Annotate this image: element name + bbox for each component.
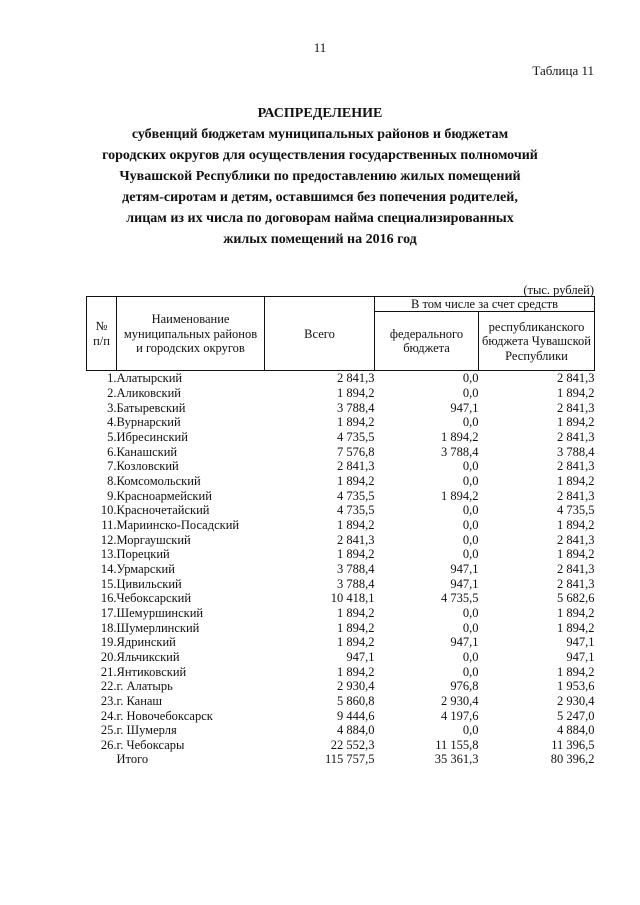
row-republic: 1 894,2 xyxy=(557,415,595,430)
row-federal: 0,0 xyxy=(462,517,479,532)
row-republic: 2 930,4 xyxy=(557,693,595,708)
row-federal: 0,0 xyxy=(462,474,479,488)
row-federal: 947,1 xyxy=(450,400,479,415)
row-federal: 0,0 xyxy=(462,532,479,547)
total-row xyxy=(87,752,595,767)
row-republic: 4 735,5 xyxy=(557,503,595,518)
row-total: 9 444,6 xyxy=(337,708,375,723)
row-republic: 2 841,3 xyxy=(557,371,595,386)
table-row xyxy=(87,562,595,577)
row-republic: 1 894,2 xyxy=(557,547,595,562)
row-number: 21. xyxy=(100,664,117,679)
row-republic: 11 396,5 xyxy=(551,737,595,752)
row-number: 16. xyxy=(100,591,117,606)
row-number: 10. xyxy=(100,503,117,518)
row-name: Батыревский xyxy=(116,400,186,415)
table-row xyxy=(87,621,595,636)
table-row xyxy=(87,489,595,504)
table-row xyxy=(87,533,595,548)
row-republic: 1 894,2 xyxy=(557,517,595,532)
row-name: Порецкий xyxy=(116,547,170,562)
table-row xyxy=(87,591,595,606)
table-row xyxy=(87,503,595,518)
header-group: В том числе за счет средств xyxy=(375,297,595,312)
row-republic: 2 841,3 xyxy=(557,576,595,591)
row-number: 18. xyxy=(100,620,117,635)
row-name: Итого xyxy=(116,752,149,767)
row-republic: 1 894,2 xyxy=(557,620,595,635)
row-federal: 35 361,3 xyxy=(434,752,479,767)
row-number: 12. xyxy=(100,532,117,547)
row-total: 2 930,4 xyxy=(337,679,375,694)
table-row xyxy=(87,430,595,445)
distribution-table xyxy=(86,296,595,767)
table-row xyxy=(87,650,595,665)
row-number: 3. xyxy=(107,400,117,415)
row-name: г. Новочебоксарск xyxy=(116,708,213,723)
row-republic: 80 396,2 xyxy=(550,752,595,767)
row-republic: 5 247,0 xyxy=(557,708,595,723)
title-line: городских округов для осуществления государственных полномочий xyxy=(102,148,538,163)
row-republic: 5 682,6 xyxy=(557,591,595,606)
row-total: 4 735,5 xyxy=(337,488,375,503)
row-number: 7. xyxy=(107,459,117,474)
row-name: Алатырский xyxy=(116,371,183,386)
header-name: Наименование муниципальных районов и городских округов xyxy=(117,297,265,371)
row-federal: 0,0 xyxy=(462,459,479,474)
row-total: 1 894,2 xyxy=(337,620,375,635)
row-republic: 1 953,6 xyxy=(557,679,595,694)
row-total: 3 788,4 xyxy=(337,400,375,415)
table-row xyxy=(87,606,595,621)
row-federal: 0,0 xyxy=(462,664,479,679)
table-row xyxy=(87,401,595,416)
row-republic: 2 841,3 xyxy=(557,532,595,547)
table-row xyxy=(87,694,595,709)
row-number: 15. xyxy=(100,576,117,591)
row-total: 115 757,5 xyxy=(324,752,375,767)
row-name: Янтиковский xyxy=(116,664,187,679)
row-name: Чебоксарский xyxy=(116,591,192,606)
row-federal: 11 155,8 xyxy=(435,737,479,752)
row-federal: 0,0 xyxy=(462,723,479,738)
row-number: 17. xyxy=(100,605,117,620)
row-name: Козловский xyxy=(116,459,179,474)
row-name: Канашский xyxy=(116,444,178,459)
row-total: 4 735,5 xyxy=(337,503,375,518)
table-row xyxy=(87,679,595,694)
table-row xyxy=(87,415,595,430)
row-republic: 2 841,3 xyxy=(557,488,595,503)
row-federal: 0,0 xyxy=(462,503,479,518)
row-name: Яльчикский xyxy=(116,649,180,664)
row-name: Моргаушский xyxy=(116,532,191,547)
row-name: г. Шумерля xyxy=(116,723,177,738)
table-row xyxy=(87,577,595,592)
table-row xyxy=(87,518,595,533)
title-line: субвенций бюджетам муниципальных районов и бюджетам xyxy=(131,127,509,142)
row-republic: 2 841,3 xyxy=(557,459,595,474)
title-line: лицам из их числа по договорам найма специализированных xyxy=(126,211,514,226)
page-number: 11 xyxy=(313,40,327,55)
row-total: 4 884,0 xyxy=(337,723,375,738)
row-number: 6. xyxy=(107,444,117,459)
row-number: 13. xyxy=(100,547,117,562)
row-number: 11. xyxy=(101,517,117,532)
row-republic: 1 894,2 xyxy=(557,664,595,679)
row-total: 2 841,3 xyxy=(337,371,375,386)
row-republic: 1 894,2 xyxy=(557,605,595,620)
units-label: (тыс. рублей) xyxy=(523,283,594,297)
row-federal: 0,0 xyxy=(462,415,479,430)
row-name: Шемуршинский xyxy=(116,605,204,620)
row-name: Шумерлинский xyxy=(116,620,200,635)
row-total: 4 735,5 xyxy=(337,430,375,445)
row-total: 947,1 xyxy=(346,649,375,664)
row-republic: 1 894,2 xyxy=(557,474,595,488)
row-total: 1 894,2 xyxy=(337,664,375,679)
header-total: Всего xyxy=(265,297,375,371)
row-name: г. Канаш xyxy=(116,693,163,708)
table-row xyxy=(87,371,595,386)
row-name: г. Чебоксары xyxy=(116,737,185,752)
row-federal: 947,1 xyxy=(450,561,479,576)
row-total: 1 894,2 xyxy=(337,635,375,650)
row-total: 1 894,2 xyxy=(337,386,375,401)
table-row xyxy=(87,386,595,401)
row-number: 2. xyxy=(107,386,117,401)
row-name: Вурнарский xyxy=(116,415,181,430)
row-name: Красночетайский xyxy=(116,503,210,518)
table-row xyxy=(87,709,595,724)
row-federal: 947,1 xyxy=(450,576,479,591)
table-label: Таблица 11 xyxy=(532,63,594,78)
table-row xyxy=(87,547,595,562)
table-body xyxy=(87,371,595,767)
row-federal: 3 788,4 xyxy=(441,444,479,459)
row-name: Комсомольский xyxy=(116,474,201,488)
row-federal: 0,0 xyxy=(462,649,479,664)
row-federal: 0,0 xyxy=(462,371,479,386)
row-republic: 2 841,3 xyxy=(557,430,595,445)
table-row xyxy=(87,665,595,680)
row-number: 19. xyxy=(100,635,117,650)
row-total: 3 788,4 xyxy=(337,561,375,576)
row-total: 1 894,2 xyxy=(337,517,375,532)
title-line: РАСПРЕДЕЛЕНИЕ xyxy=(257,106,383,121)
row-name: Цивильский xyxy=(116,576,182,591)
row-federal: 1 894,2 xyxy=(441,488,479,503)
row-total: 1 894,2 xyxy=(337,474,375,488)
row-federal: 4 735,5 xyxy=(441,591,479,606)
row-number: 4. xyxy=(107,415,117,430)
row-total: 7 576,8 xyxy=(337,444,375,459)
row-federal: 0,0 xyxy=(462,605,479,620)
row-number: 5. xyxy=(107,430,117,445)
row-total: 10 418,1 xyxy=(330,591,375,606)
row-republic: 947,1 xyxy=(566,649,595,664)
row-name: Ядринский xyxy=(116,635,176,650)
row-federal: 4 197,6 xyxy=(441,708,479,723)
row-republic: 4 884,0 xyxy=(557,723,595,738)
header-federal: федерального бюджета xyxy=(375,312,479,371)
row-federal: 0,0 xyxy=(462,547,479,562)
row-total: 22 552,3 xyxy=(330,737,375,752)
row-total: 3 788,4 xyxy=(337,576,375,591)
row-number: 8. xyxy=(107,474,117,488)
row-number xyxy=(87,752,117,767)
header-republic: республиканского бюджета Чувашской Республики xyxy=(479,312,595,371)
title-line: Чувашской Республики по предоставлению жилых помещений xyxy=(119,169,521,184)
row-federal: 976,8 xyxy=(450,679,479,694)
table-row xyxy=(87,738,595,753)
row-federal: 1 894,2 xyxy=(441,430,479,445)
row-number: 14. xyxy=(100,561,117,576)
row-number: 23. xyxy=(100,693,117,708)
row-number: 1. xyxy=(107,371,117,386)
row-name: Красноармейский xyxy=(116,488,212,503)
row-number: 25. xyxy=(100,723,117,738)
row-republic: 3 788,4 xyxy=(557,444,595,459)
row-number: 24. xyxy=(100,708,117,723)
row-name: Аликовский xyxy=(116,386,181,401)
row-name: Урмарский xyxy=(116,561,175,576)
row-number: 26. xyxy=(100,737,117,752)
header-num: № п/п xyxy=(87,297,117,371)
row-total: 5 860,8 xyxy=(337,693,375,708)
row-federal: 0,0 xyxy=(462,386,479,401)
row-total: 2 841,3 xyxy=(337,532,375,547)
table-header xyxy=(87,297,595,371)
row-number: 9. xyxy=(107,488,117,503)
table-row xyxy=(87,459,595,474)
row-federal: 2 930,4 xyxy=(441,693,479,708)
row-republic: 1 894,2 xyxy=(557,386,595,401)
row-name: г. Алатырь xyxy=(116,679,173,694)
row-republic: 947,1 xyxy=(566,635,595,650)
row-name: Ибресинский xyxy=(116,430,188,445)
row-total: 2 841,3 xyxy=(337,459,375,474)
row-republic: 2 841,3 xyxy=(557,400,595,415)
row-number: 20. xyxy=(100,649,117,664)
row-total: 1 894,2 xyxy=(337,415,375,430)
title-line: жилых помещений на 2016 год xyxy=(223,232,417,247)
row-total: 1 894,2 xyxy=(337,547,375,562)
row-republic: 2 841,3 xyxy=(557,561,595,576)
row-federal: 947,1 xyxy=(450,635,479,650)
table-row xyxy=(87,445,595,460)
row-name: Мариинско-Посадский xyxy=(116,517,240,532)
table-row xyxy=(87,474,595,489)
table-row xyxy=(87,635,595,650)
table-row xyxy=(87,723,595,738)
row-federal: 0,0 xyxy=(462,620,479,635)
document-title xyxy=(40,103,600,250)
row-number: 22. xyxy=(100,679,117,694)
row-total: 1 894,2 xyxy=(337,605,375,620)
title-line: детям-сиротам и детям, оставшимся без попечения родителей, xyxy=(122,190,518,205)
